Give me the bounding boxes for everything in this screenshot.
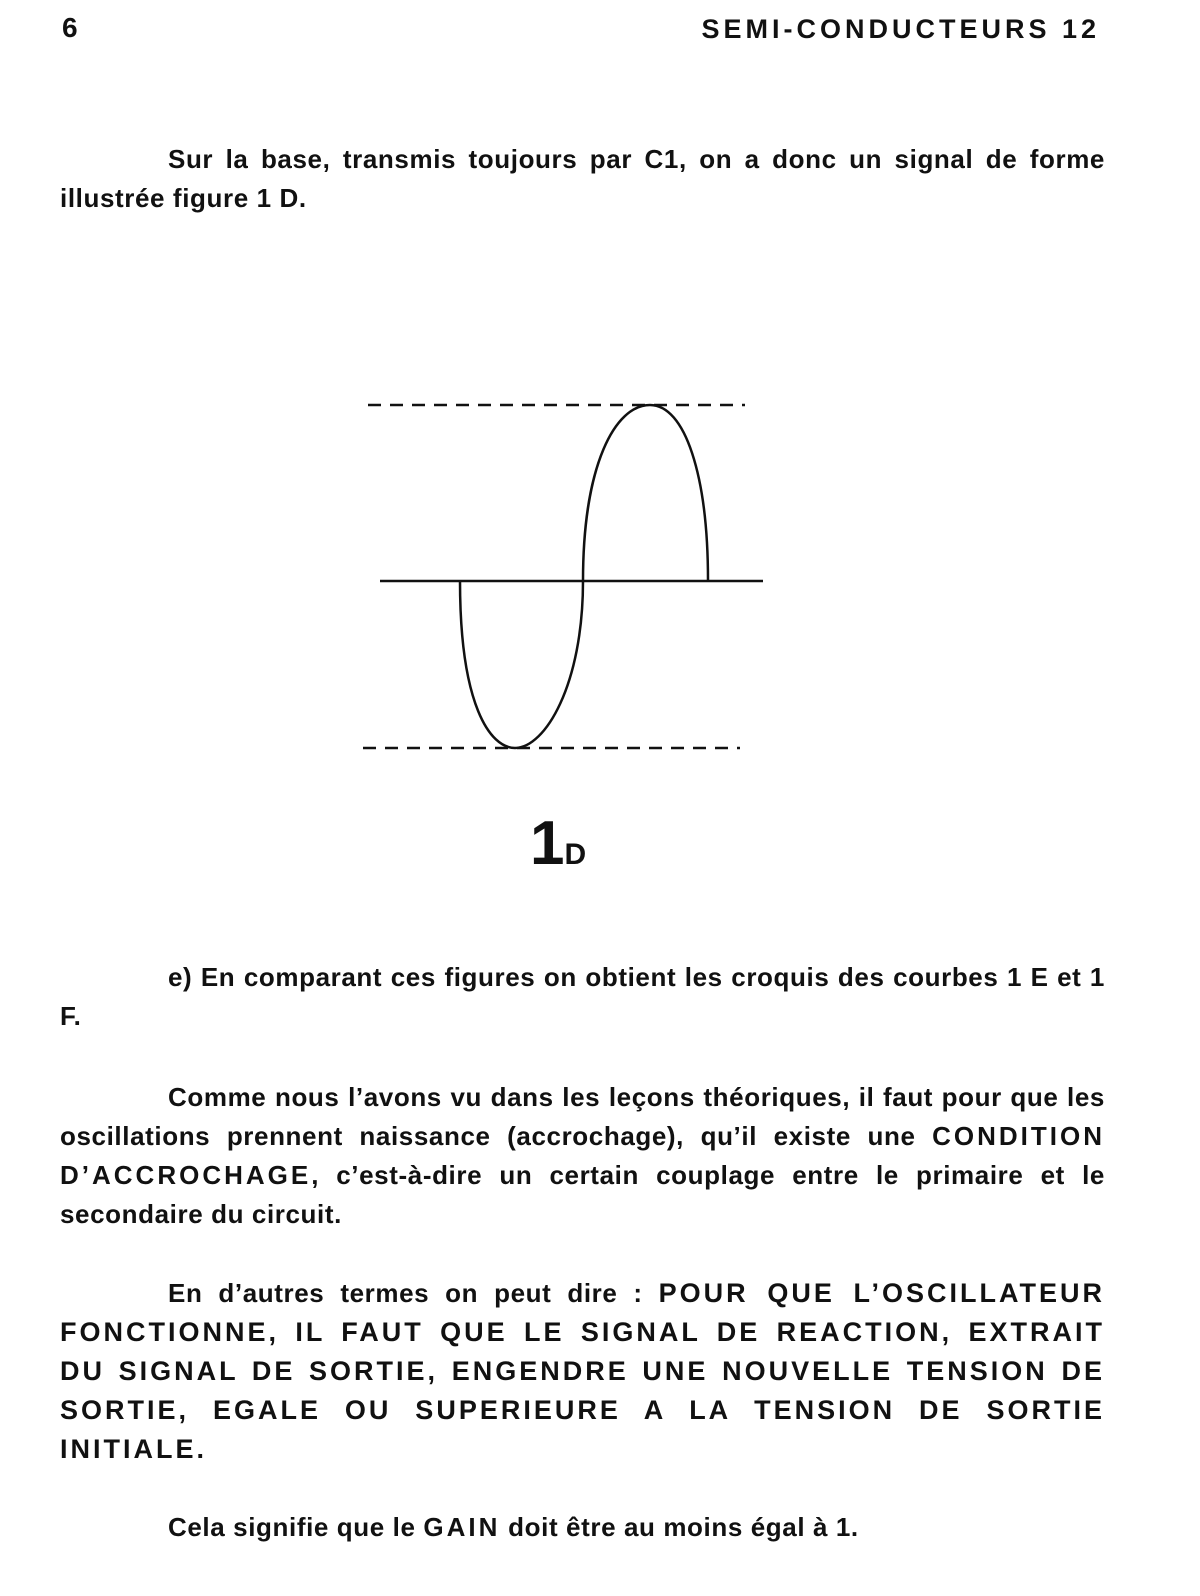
positive-lobe [583,405,708,581]
figure-label-number: 1 [530,809,565,878]
paragraph-4-caps: POUR QUE L’OSCILLATEUR FONCTIONNE, IL FAUT QUE LE SIGNAL DE REACTION, EXTRAIT DU SIGNAL DE SORTIE, ENGENDRE UNE NOUVELLE TENSION DE SORTIE, EGALE OU SUPERIEURE A LA TENSION DE SORTIE INITIALE. [60,1278,1105,1464]
running-head: SEMI-CONDUCTEURS 12 [701,14,1100,44]
paragraph-5-text-b: doit être au moins égal à 1. [500,1512,859,1542]
paragraph-5-text-a: Cela signifie que le [168,1512,424,1542]
page-number: 6 [62,12,79,43]
paragraph-3-text-b: , c’est-à-dire un certain couplage entre le primaire et le secondaire du circuit. [60,1160,1105,1229]
paragraph-4-text: En d’autres termes on peut dire : [168,1278,659,1308]
paragraph-1 [60,140,1105,218]
negative-lobe [460,581,583,748]
figure-label-letter: D [564,838,587,871]
paragraph-5 [60,1508,1105,1547]
paragraph-3-caps: CONDITION D’ACCROCHAGE [60,1121,1105,1190]
waveform-svg [355,385,775,765]
paragraph-3 [60,1078,1105,1234]
paragraph-1-text: Sur la base, transmis toujours par C1, on a donc un signal de forme illustrée figure 1 D. [60,144,1105,213]
paragraph-3-text-a: Comme nous l’avons vu dans les leçons théoriques, il faut pour que les oscillations prennent naissance (accrochage), qu’il existe une [60,1082,1105,1151]
figure-1d-waveform [355,385,775,765]
paragraph-2 [60,958,1105,1036]
paragraph-4 [60,1274,1105,1469]
figure-label [530,808,586,879]
paragraph-2-text: e) En comparant ces figures on obtient les croquis des courbes 1 E et 1 F. [60,962,1105,1031]
paragraph-5-caps: GAIN [423,1512,501,1542]
